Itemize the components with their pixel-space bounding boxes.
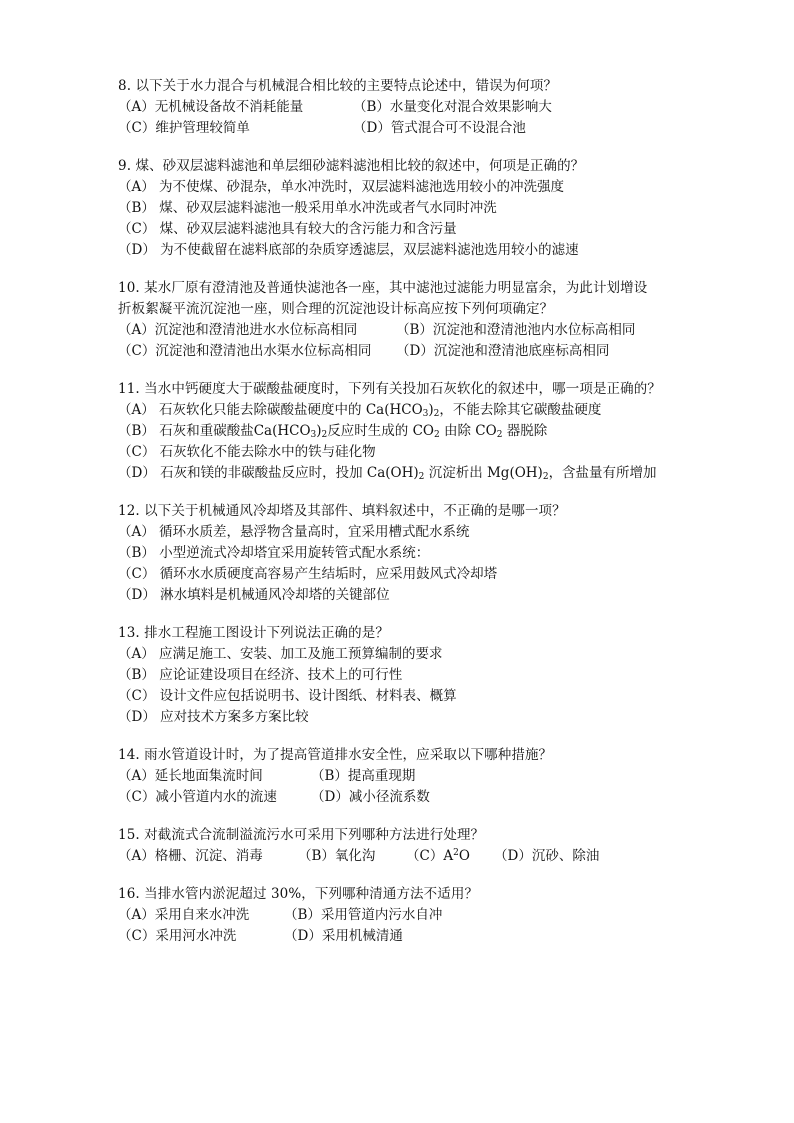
option-c: （C）减小管道内水的流速 <box>118 789 277 805</box>
option-row <box>118 118 678 139</box>
option-b: （B）采用管道内污水自冲 <box>284 907 443 923</box>
question-title: 9. 煤、砂双层滤料滤池和单层细砂滤料滤池相比较的叙述中，何项是正确的？ <box>118 158 585 174</box>
option-row <box>118 787 678 808</box>
option-d <box>118 463 678 484</box>
option-c: （C）维护管理较简单 <box>118 120 250 136</box>
option-d: （D）采用机械清通 <box>284 928 403 944</box>
option-row <box>118 846 678 867</box>
option-a <box>118 400 678 421</box>
subscript: 3 <box>422 409 429 419</box>
question-title-line-1: 10. 某水厂原有澄清池及普通快滤池各一座，其中滤池过滤能力明显富余，为此计划增设 <box>118 280 648 296</box>
superscript: 2 <box>453 848 459 858</box>
question-title-line-2: 折板絮凝平流沉淀池一座，则合理的沉淀池设计标高应按下列何项确定？ <box>118 301 554 317</box>
option-c: （C） 设计文件应包括说明书、设计图纸、材料表、概算 <box>118 688 457 704</box>
question-title: 11. 当水中钙硬度大于碳酸盐硬度时，下列有关投加石灰软化的叙述中，哪一项是正确的？ <box>118 381 661 397</box>
option-b-text: 器脱除 <box>502 423 548 439</box>
option-b-text: ) <box>316 423 322 439</box>
option-d-text: 沉淀析出 Mg(OH) <box>424 465 543 481</box>
option-a: （A） 应满足施工、安装、加工及施工预算编制的要求 <box>118 646 443 662</box>
subscript: 2 <box>321 430 328 440</box>
question-10 <box>118 278 678 362</box>
option-d-text: （D） 石灰和镁的非碳酸盐反应时，投加 Ca(OH) <box>118 465 419 481</box>
option-d: （D）沉淀池和澄清池底座标高相同 <box>396 343 610 359</box>
option-b-text: 由除 CO <box>439 423 497 439</box>
option-c: （C）沉淀池和澄清池出水渠水位标高相同 <box>118 343 372 359</box>
option-row <box>118 905 678 926</box>
question-9 <box>118 156 678 261</box>
option-d: （D） 为不使截留在滤料底部的杂质穿透滤层，双层滤料滤池选用较小的滤速 <box>118 242 579 258</box>
option-d: （D） 应对技术方案多方案比较 <box>118 709 309 725</box>
subscript: 2 <box>433 430 440 440</box>
question-8 <box>118 76 678 139</box>
question-title: 12. 以下关于机械通风冷却塔及其部件、填料叙述中，不正确的是哪一项？ <box>118 503 566 519</box>
question-14 <box>118 745 678 808</box>
option-a: （A）无机械设备故不消耗能量 <box>118 99 304 115</box>
option-b: （B） 应论证建设项目在经济、技术上的可行性 <box>118 667 403 683</box>
option-b: （B）水量变化对混合效果影响大 <box>353 99 552 115</box>
option-row <box>118 926 678 947</box>
option-row <box>118 341 678 362</box>
option-b: （B）提高重现期 <box>311 768 416 784</box>
option-d: （D） 淋水填料是机械通风冷却塔的关键部位 <box>118 587 390 603</box>
option-a-text: ) <box>428 402 434 418</box>
option-a: （A）延长地面集流时间 <box>118 768 263 784</box>
option-row <box>118 97 678 118</box>
option-c: （C） 循环水水质硬度高容易产生结垢时，应采用鼓风式冷却塔 <box>118 566 498 582</box>
question-title: 8. 以下关于水力混合与机械混合相比较的主要特点论述中，错误为何项？ <box>118 78 558 94</box>
option-a: （A） 循环水质差，悬浮物含量高时，宜采用槽式配水系统 <box>118 524 470 540</box>
subscript: 2 <box>433 409 440 419</box>
option-a: （A）格栅、沉淀、消毒 <box>118 848 263 864</box>
subscript: 3 <box>310 430 317 440</box>
option-b: （B） 小型逆流式冷却塔宜采用旋转管式配水系统： <box>118 545 430 561</box>
question-15 <box>118 825 678 867</box>
option-c: （C）采用河水冲洗 <box>118 928 237 944</box>
subscript: 2 <box>496 430 503 440</box>
option-c-text: （C）A <box>406 848 454 864</box>
question-title: 14. 雨水管道设计时，为了提高管道排水安全性，应采取以下哪种措施？ <box>118 747 553 763</box>
question-title: 15. 对截流式合流制溢流污水可采用下列哪种方法进行处理？ <box>118 827 485 843</box>
option-d: （D）管式混合可不设混合池 <box>353 120 526 136</box>
option-c: （C） 石灰软化不能去除水中的铁与硅化物 <box>118 444 376 460</box>
option-d-text: ，含盐量有所增加 <box>548 465 657 481</box>
option-c-text: O <box>458 848 470 864</box>
option-c <box>406 846 494 867</box>
option-a: （A）沉淀池和澄清池进水水位标高相同 <box>118 322 358 338</box>
option-a-text: ，不能去除其它碳酸盐硬度 <box>439 402 602 418</box>
subscript: 2 <box>418 472 425 482</box>
option-b <box>118 421 678 442</box>
subscript: 2 <box>542 472 549 482</box>
option-b-text: （B） 石灰和重碳酸盐Ca(HCO <box>118 423 311 439</box>
option-d: （D）沉砂、除油 <box>494 848 600 864</box>
option-b-text: 反应时生成的 CO <box>327 423 434 439</box>
exam-page <box>118 76 678 964</box>
option-a: （A） 为不使煤、砂混杂，单水冲洗时，双层滤料滤池选用较小的冲洗强度 <box>118 179 565 195</box>
question-11 <box>118 379 678 484</box>
question-12 <box>118 501 678 606</box>
option-a: （A）采用自来水冲洗 <box>118 907 250 923</box>
option-a-text: （A） 石灰软化只能去除碳酸盐硬度中的 Ca(HCO <box>118 402 423 418</box>
question-13 <box>118 623 678 728</box>
question-16 <box>118 884 678 947</box>
question-title: 16. 当排水管内淤泥超过 30%，下列哪种清通方法不适用？ <box>118 886 479 902</box>
option-d: （D）减小径流系数 <box>311 789 430 805</box>
option-b: （B）氧化沟 <box>298 848 376 864</box>
question-title: 13. 排水工程施工图设计下列说法正确的是？ <box>118 625 389 641</box>
option-row <box>118 320 678 341</box>
option-row <box>118 766 678 787</box>
option-c: （C） 煤、砂双层滤料滤池具有较大的含污能力和含污量 <box>118 221 457 237</box>
option-b: （B） 煤、砂双层滤料滤池一般采用单水冲洗或者气水同时冲洗 <box>118 200 497 216</box>
option-b: （B）沉淀池和澄清池池内水位标高相同 <box>396 322 636 338</box>
